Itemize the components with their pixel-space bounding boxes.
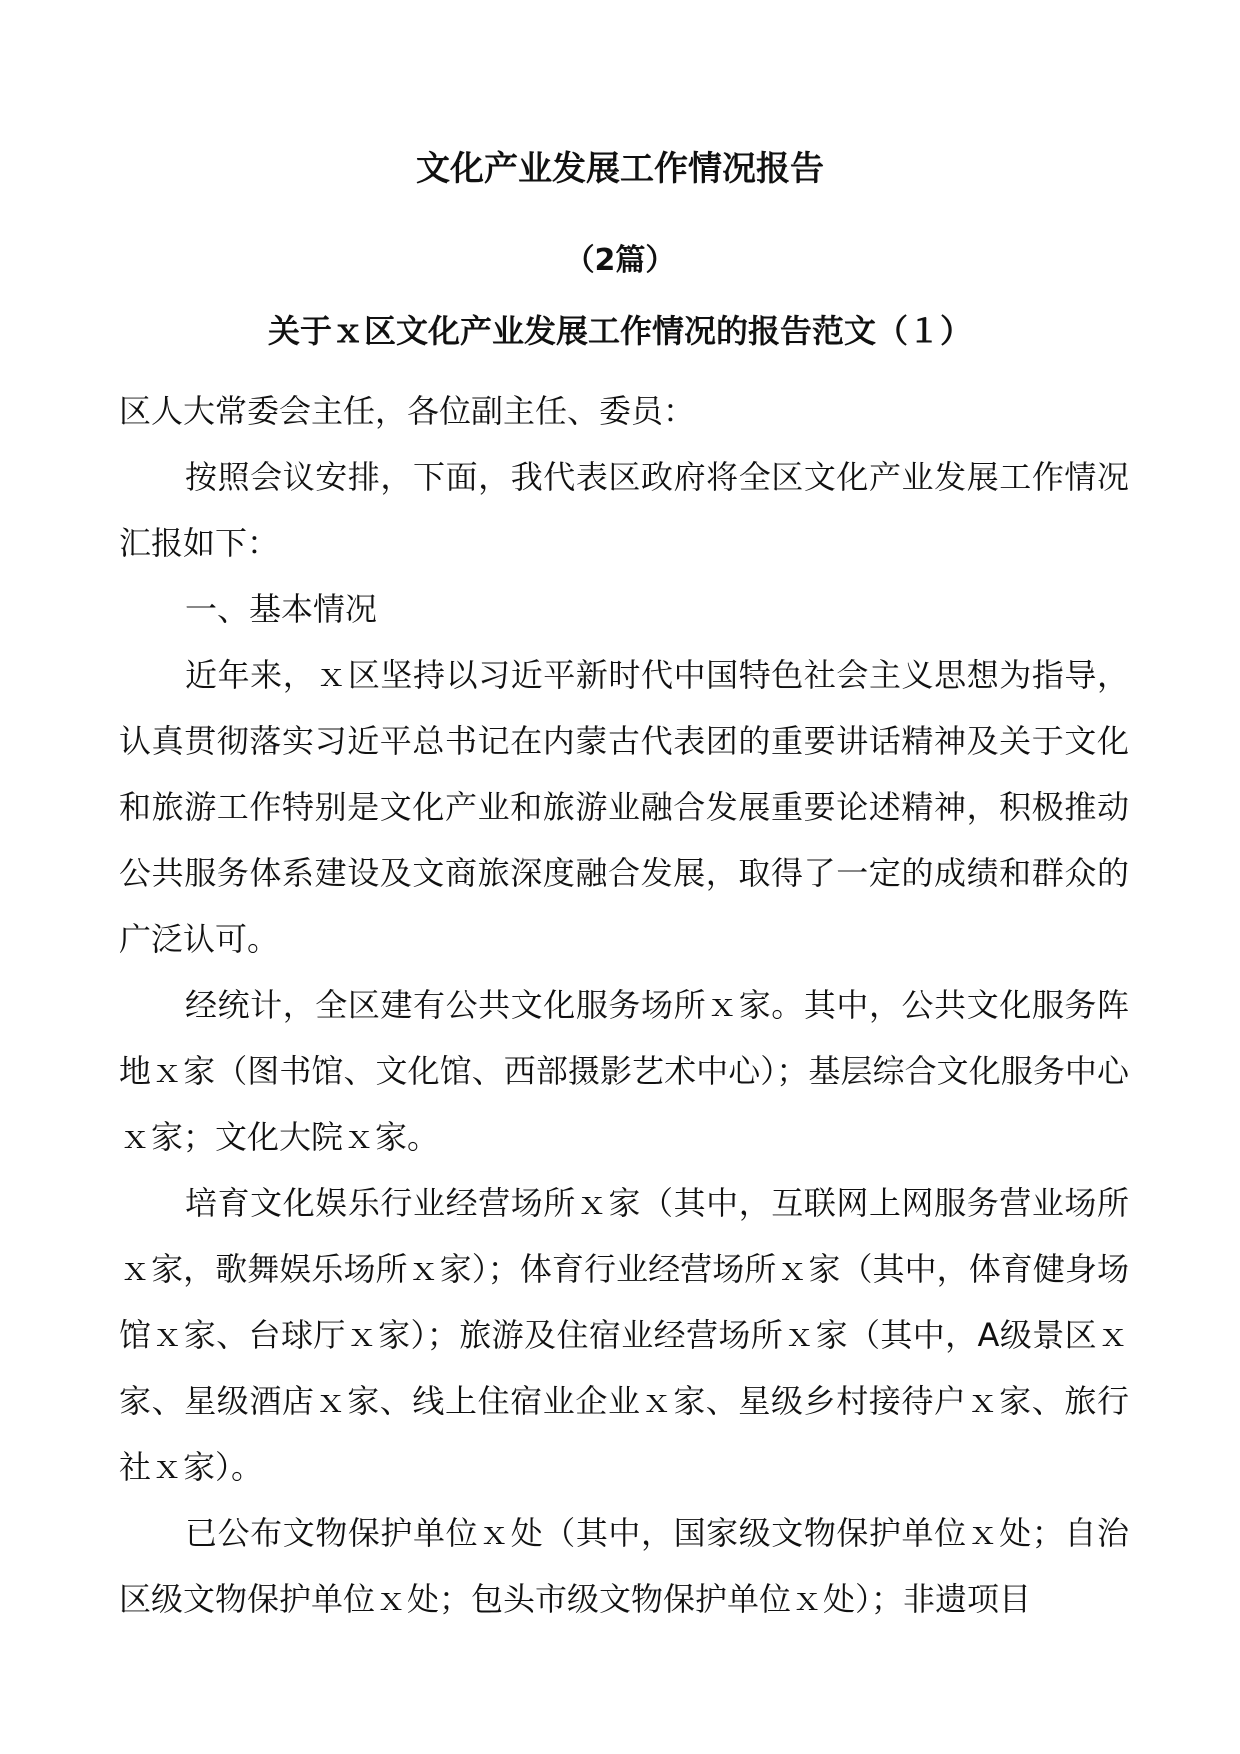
paragraph: 已公布文物保护单位ｘ处（其中，国家级文物保护单位ｘ处；自治区级文物保护单位ｘ处；包头市级文物保护单位ｘ处）；非遗项目: [119, 1514, 1129, 1618]
paragraph: 近年来，ｘ区坚持以习近平新时代中国特色社会主义思想为指导，认真贯彻落实习近平总书记在内蒙古代表团的重要讲话精神及关于文化和旅游工作特别是文化产业和旅游业融合发展重要论述精神，积极推动公共服务体系建设及文商旅深度融合发展，取得了一定的成绩和群众的广泛认可。: [119, 656, 1129, 958]
document-title: 文化产业发展工作情况报告: [416, 149, 824, 189]
paragraph: 经统计，全区建有公共文化服务场所ｘ家。其中，公共文化服务阵地ｘ家（图书馆、文化馆、西部摄影艺术中心）；基层综合文化服务中心ｘ家；文化大院ｘ家。: [119, 986, 1129, 1156]
section-heading: 一、基本情况: [185, 590, 378, 628]
salutation: 区人大常委会主任，各位副主任、委员：: [119, 392, 696, 430]
document-subtitle: （2篇）: [564, 243, 676, 278]
article-heading: 关于ｘ区文化产业发展工作情况的报告范文（１）: [267, 312, 972, 350]
document-body: [119, 378, 1129, 1632]
paragraph: 培育文化娱乐行业经营场所ｘ家（其中，互联网上网服务营业场所ｘ家，歌舞娱乐场所ｘ家）；体育行业经营场所ｘ家（其中，体育健身场馆ｘ家、台球厅ｘ家）；旅游及住宿业经营场所ｘ家（其中，A级景区ｘ家、星级酒店ｘ家、线上住宿业企业ｘ家、星级乡村接待户ｘ家、旅行社ｘ家）。: [119, 1184, 1129, 1486]
paragraph: 按照会议安排，下面，我代表区政府将全区文化产业发展工作情况汇报如下：: [119, 458, 1129, 562]
